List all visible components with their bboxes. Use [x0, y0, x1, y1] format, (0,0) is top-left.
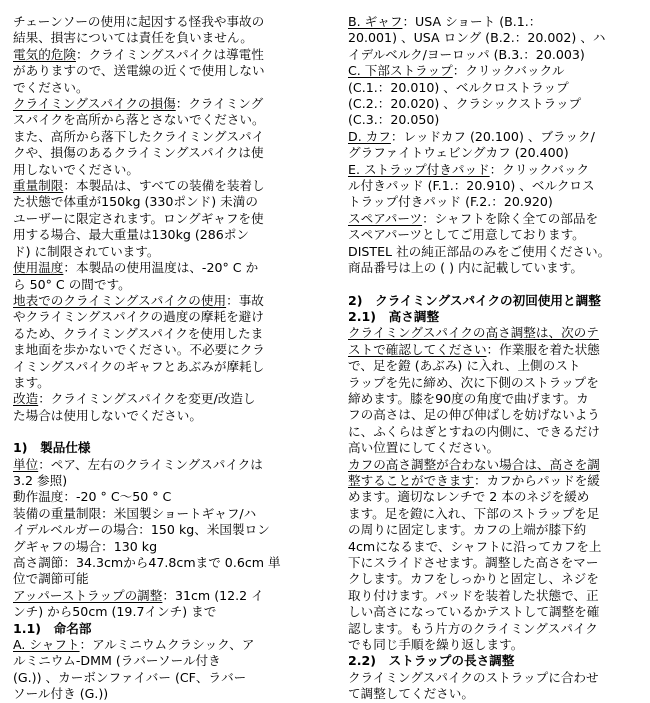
lower-strap-label: C. 下部ストラップ — [348, 63, 453, 79]
intro-paragraph: チェーンソーの使用に起因する怪我や事故の 結果、損害については責任を負いません。 — [13, 14, 265, 46]
lower-strap-paragraph — [348, 63, 640, 129]
cuff-mismatch-text: ：カフからパッドを緩 めます。適切なレンチで 2 本のネジを緩め ます。足を鐙に入れ、下部のストラップを足 の周りに固定します。カフの上端が膝下約 4cmになるまで、シャフトに沿ってカフを上 下にスライドさせます。調整した高さをマー クします。カフをしっかりと固定し、ネジを 取り付けます。パッドを装着した状態で、正 しい高さになっているかテストして調整を確 認します。もう片方のクライミングスパイク でも同じ手順を繰り返します。 — [348, 472, 602, 653]
electrical-hazard-label: 電気的危険 — [13, 46, 76, 62]
cuff-text: ：レッドカフ (20.100) 、ブラック/ グラファイトウェビングカフ (20.400) — [348, 128, 595, 161]
upper-strap-label: アッパーストラップの調整 — [13, 587, 163, 603]
strap-length-heading: 2.2) ストラップの長さ調整 — [348, 653, 515, 669]
spec-heading: 1) 製品仕様 — [13, 440, 91, 456]
cuff-label: D. カフ — [348, 128, 391, 144]
damage-paragraph — [13, 96, 318, 178]
gaff-paragraph — [348, 14, 640, 63]
naming-heading: 1.1) 命名部 — [13, 620, 92, 636]
weight-limit-paragraph — [13, 178, 318, 260]
upper-strap-paragraph — [13, 588, 318, 621]
spare-parts-label: スペアパーツ — [348, 210, 423, 226]
modification-paragraph — [13, 391, 318, 424]
operating-temp-spec: 動作温度：-20 ° C～50 ° C — [13, 489, 172, 505]
first-use-heading: 2) クライミングスパイクの初回使用と調整 — [348, 292, 601, 308]
cuff-mismatch-label: カフの高さ調整が合わない場合は、高さを調 整することができます — [348, 456, 600, 488]
upper-strap-text: ：31cm (12.2 イ ンチ) から50cm (19.7インチ) まで — [13, 587, 264, 620]
height-check-paragraph — [348, 325, 640, 456]
gaff-text: ：USA ショート (B.1.： 20.001) 、USA ロング (B.2.：20.002) 、ハ イデルベルク/ヨーロッパ (B.3.：20.003) — [348, 14, 606, 62]
spare-parts-text: ：シャフトを除く全ての部品を スペアパーツとしてご用意しております。 DISTEL 社の純正部品のみをご使用ください。 商品番号は上の ( ) 内に記載しています。 — [348, 210, 611, 276]
padded-strap-paragraph — [348, 162, 640, 211]
operating-temp-text: ：本製品の使用温度は、-20° C か ら 50° C の間です。 — [13, 260, 259, 292]
operating-temp-label: 使用温度 — [13, 260, 64, 276]
weight-limit-label: 重量制限 — [13, 178, 64, 194]
cuff-mismatch-paragraph — [348, 457, 640, 654]
unit-label: 単位 — [13, 456, 39, 472]
modification-label: 改造 — [13, 391, 39, 407]
strap-length-text: クライミングスパイクのストラップに合わせ て調整してください。 — [348, 669, 599, 702]
electrical-hazard-text: ：クライミングスパイクは導電性 がありますので、送電線の近くで使用しない でください。 — [13, 46, 265, 95]
unit-text: ：ペア、左右のクライミングスパイクは 3.2 参照) — [13, 456, 263, 488]
damage-label: クライミングスパイクの損傷 — [13, 96, 176, 112]
modification-text: ：クライミングスパイクを変更/改造し た場合は使用しないでください。 — [13, 391, 256, 423]
lower-strap-text: ：クリックバックル (C.1.：20.010) 、ベルクロストラップ (C.2.：20.020) 、クラシックストラップ (C.3.：20.050) — [348, 63, 582, 128]
damage-text: ：クライミング スパイクを高所から落とさないでください。 また、高所から落下したクライミングスパイ クや、損傷のあるクライミングスパイクは使 用しないでください。 — [13, 96, 265, 177]
shaft-text: ：アルミニウムクラシック、ア ルミニウム-DMM (ラバーソール付き (G.)) 、カーボンファイバー (CF、ラバー ソール付き (G.)) — [13, 637, 255, 702]
height-adjust-spec: 高さ調節：34.3cmから47.8cmまで 0.6cm 単 位で調節可能 — [13, 555, 281, 587]
unit-paragraph — [13, 457, 318, 490]
spacer — [13, 424, 318, 440]
electrical-hazard-paragraph — [13, 47, 318, 96]
right-column — [348, 14, 640, 703]
ground-use-text: ：事故 やクライミングスパイクの過度の摩耗を避け るため、クライミングスパイクを使用したま ま地面を歩かないでください。不必要にクラ イミングスパイクのギャフとあぶみが摩耗し ます。 — [13, 292, 265, 390]
height-check-label: クライミングスパイクの高さ調整は、次のテ ストで確認してください — [348, 325, 599, 357]
gaff-label: B. ギャフ — [348, 14, 403, 29]
padded-strap-label: E. ストラップ付きパッド — [348, 161, 490, 177]
left-column — [13, 14, 318, 703]
ground-use-label: 地表でのクライミングスパイクの使用 — [13, 292, 227, 308]
padded-strap-text: ：クリックバック ル付きパッド (F.1.：20.910) 、ベルクロス トラップ付きパッド (F.2.：20.920) — [348, 161, 595, 210]
cuff-paragraph — [348, 129, 640, 162]
gear-weight-spec: 装備の重量制限：米国製ショートギャフ/ハ イデルベルガーの場合：150 kg、米国製ロン グギャフの場合：130 kg — [13, 505, 270, 554]
operating-temp-paragraph — [13, 260, 318, 293]
shaft-paragraph — [13, 637, 318, 703]
spacer — [348, 277, 640, 293]
spare-parts-paragraph — [348, 211, 640, 277]
height-adjust-heading: 2.1) 高さ調整 — [348, 308, 440, 324]
shaft-label: A. シャフト — [13, 637, 80, 653]
ground-use-paragraph — [13, 293, 318, 391]
weight-limit-text: ：本製品は、すべての装備を装着し た状態で体重が150kg (330ポンド) 未満の ユーザーに限定されます。ロングギャフを使 用する場合、最大重量は130kg (286ポン ド) に制限されています。 — [13, 178, 265, 259]
height-check-text: ：作業服を着た状態 で、足を鐙 (あぶみ) に入れ、上側のスト ラップを先に締め、次に下側のストラップを 締めます。膝を90度の角度で曲げます。カ フの高さは、足の伸び伸ばしを妨げないよう に、ふくらはぎとすねの内側に、できるだけ 高い位置にしてください。 — [348, 341, 600, 456]
